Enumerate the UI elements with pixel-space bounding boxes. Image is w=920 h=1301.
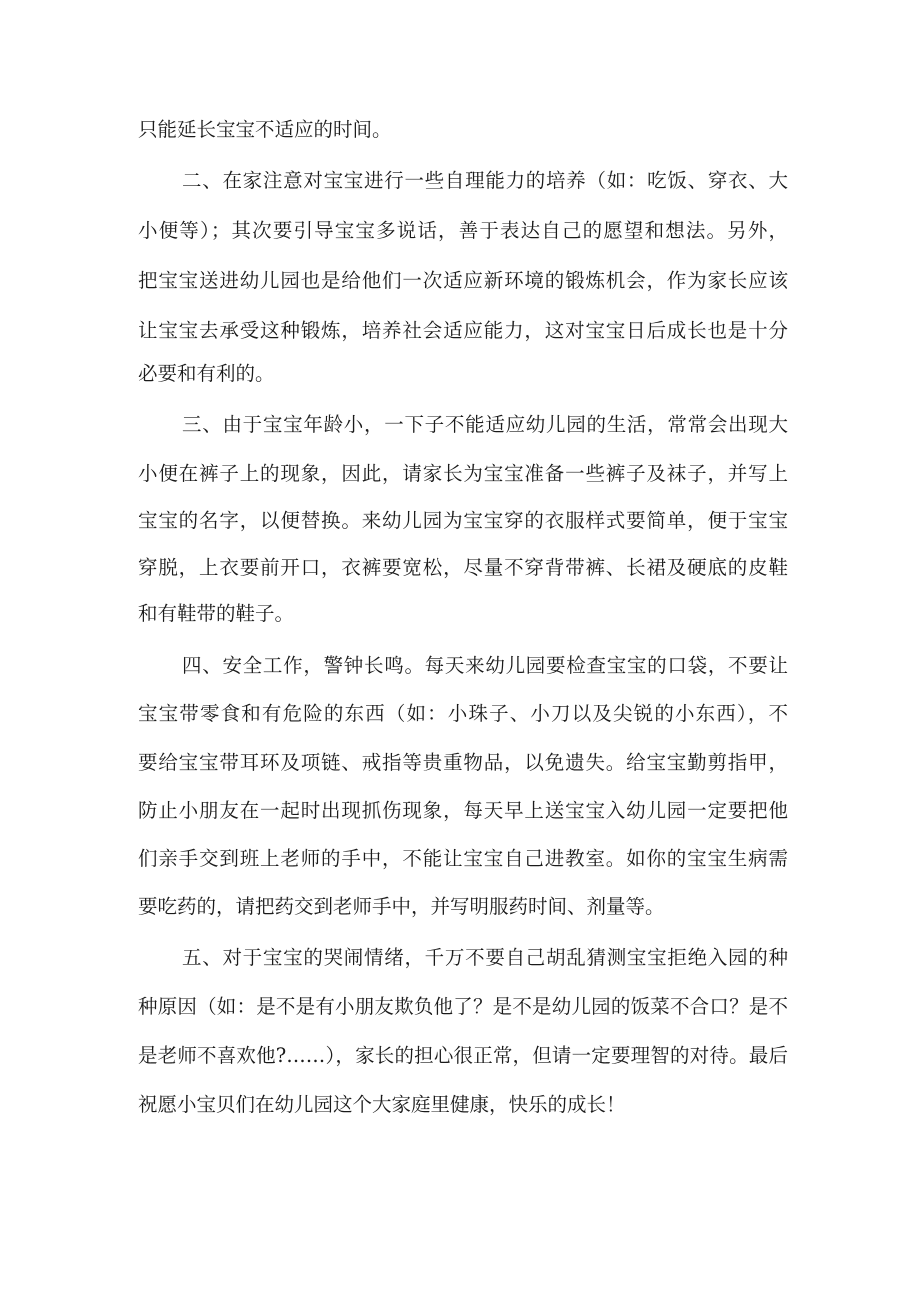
text-line: 二、在家注意对宝宝进行一些自理能力的培养（如：吃饭、穿衣、大 [182,169,788,192]
text-line: 必要和有利的。 [138,362,275,385]
text-line: 小便在裤子上的现象，因此，请家长为宝宝准备一些裤子及袜子，并写上 [138,462,788,485]
text-line: 四、安全工作，警钟长鸣。每天来幼儿园要检查宝宝的口袋，不要让 [182,654,788,677]
text-line: 祝愿小宝贝们在幼儿园这个大家庭里健康，快乐的成长！ [138,1093,626,1116]
text-line: 宝宝的名字，以便替换。来幼儿园为宝宝穿的衣服样式要简单，便于宝宝 [138,509,788,532]
text-line: 把宝宝送进幼儿园也是给他们一次适应新环境的锻炼机会，作为家长应该 [138,269,788,292]
text-line: 要吃药的，请把药交到老师手中，并写明服药时间、剂量等。 [138,895,665,918]
text-line: 和有鞋带的鞋子。 [138,602,295,625]
text-line: 防止小朋友在一起时出现抓伤现象，每天早上送宝宝入幼儿园一定要把他 [138,799,788,822]
text-line: 三、由于宝宝年龄小，一下子不能适应幼儿园的生活，常常会出现大 [182,413,788,436]
text-line: 种原因（如：是不是有小朋友欺负他了？是不是幼儿园的饭菜不合口？是不 [138,995,788,1018]
text-line: 五、对于宝宝的哭闹情绪，千万不要自己胡乱猜测宝宝拒绝入园的种 [182,946,788,969]
text-line: 穿脱，上衣要前开口，衣裤要宽松，尽量不穿背带裤、长裙及硬底的皮鞋 [138,556,788,579]
text-line: 只能延长宝宝不适应的时间。 [138,118,392,141]
text-line: 让宝宝去承受这种锻炼，培养社会适应能力，这对宝宝日后成长也是十分 [138,319,788,342]
text-line: 小便等）；其次要引导宝宝多说话，善于表达自己的愿望和想法。另外， [138,219,788,242]
text-line: 们亲手交到班上老师的手中，不能让宝宝自己进教室。如你的宝宝生病需 [138,847,788,870]
text-line: 宝宝带零食和有危险的东西（如：小珠子、小刀以及尖锐的小东西），不 [138,702,788,725]
text-line: 要给宝宝带耳环及项链、戒指等贵重物品，以免遗失。给宝宝勤剪指甲， [138,751,788,774]
text-line: 是老师不喜欢他?……），家长的担心很正常，但请一定要理智的对待。最后 [138,1044,788,1067]
